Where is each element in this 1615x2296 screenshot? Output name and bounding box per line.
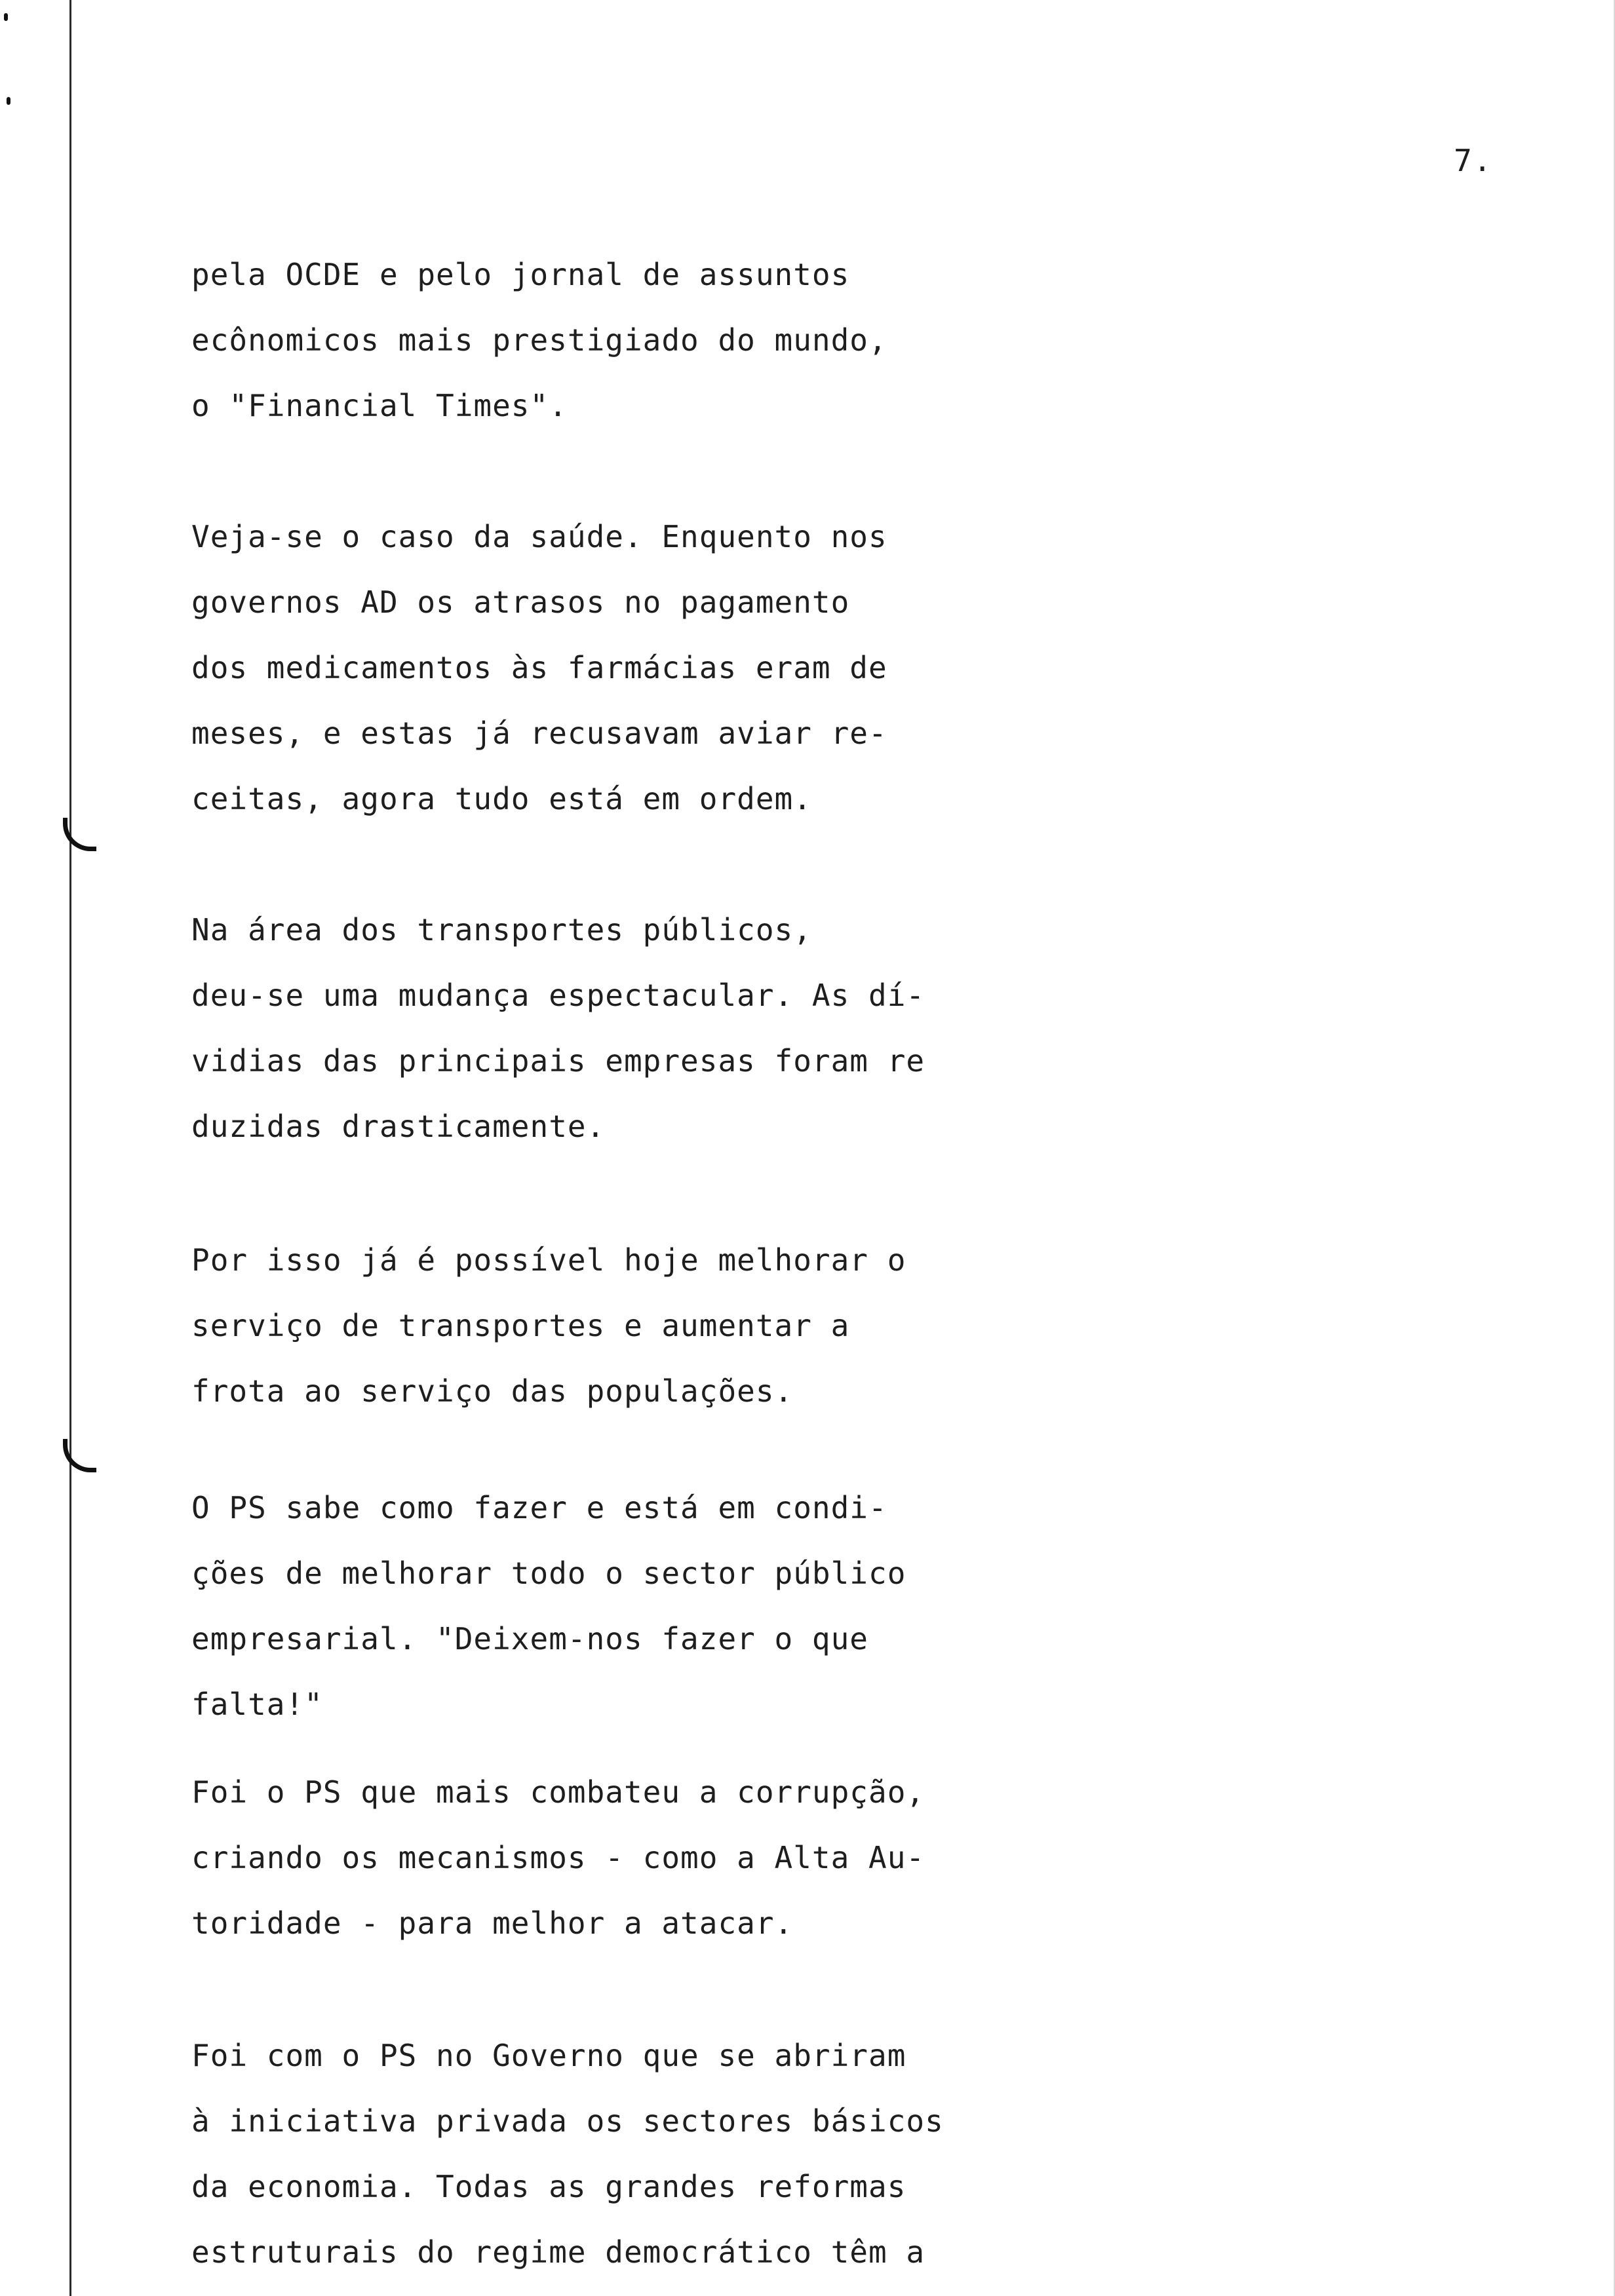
text-line: estruturais do regime democrático têm a (191, 2234, 925, 2270)
binding-hook-mark-upper (63, 818, 96, 851)
text-line: meses, e estas já recusavam aviar re- (191, 716, 887, 751)
text-line: da economia. Todas as grandes reformas (191, 2169, 906, 2204)
text-line: ecônomicos mais prestigiado do mundo, (191, 322, 887, 358)
text-line: criando os mecanismos - como a Alta Au- (191, 1840, 925, 1875)
text-line: frota ao serviço das populações. (191, 1373, 794, 1409)
text-line: vidias das principais empresas foram re (191, 1043, 925, 1079)
text-line: governos AD os atrasos no pagamento (191, 584, 850, 620)
left-margin-rule (69, 0, 71, 2296)
text-line: ções de melhorar todo o sector público (191, 1556, 906, 1591)
text-line: toridade - para melhor a atacar. (191, 1905, 794, 1941)
punch-mark-top (4, 13, 8, 21)
text-line: Veja-se o caso da saúde. Enquento nos (191, 519, 887, 554)
text-line: falta!" (191, 1687, 323, 1722)
text-line: Foi o PS que mais combateu a corrupção, (191, 1774, 925, 1810)
page-number: 7. (1454, 143, 1493, 178)
text-line: pela OCDE e pelo jornal de assuntos (191, 257, 850, 292)
text-line: Na área dos transportes públicos, (191, 912, 812, 947)
text-line: O PS sabe como fazer e está em condi- (191, 1490, 887, 1525)
text-line: serviço de transportes e aumentar a (191, 1308, 850, 1343)
text-line: à iniciativa privada os sectores básicos (191, 2103, 944, 2139)
text-line: dos medicamentos às farmácias eram de (191, 650, 887, 685)
text-line: ceitas, agora tudo está em ordem. (191, 781, 812, 816)
binding-hook-mark-lower (63, 1439, 96, 1472)
text-line: empresarial. "Deixem-nos fazer o que (191, 1621, 868, 1656)
text-line: duzidas drasticamente. (191, 1109, 606, 1144)
text-line: Por isso já é possível hoje melhorar o (191, 1242, 906, 1278)
punch-mark-second (7, 97, 10, 105)
text-line: Foi com o PS no Governo que se abriram (191, 2038, 906, 2073)
text-line: o "Financial Times". (191, 388, 568, 423)
text-line: deu-se uma mudança espectacular. As dí- (191, 978, 925, 1013)
